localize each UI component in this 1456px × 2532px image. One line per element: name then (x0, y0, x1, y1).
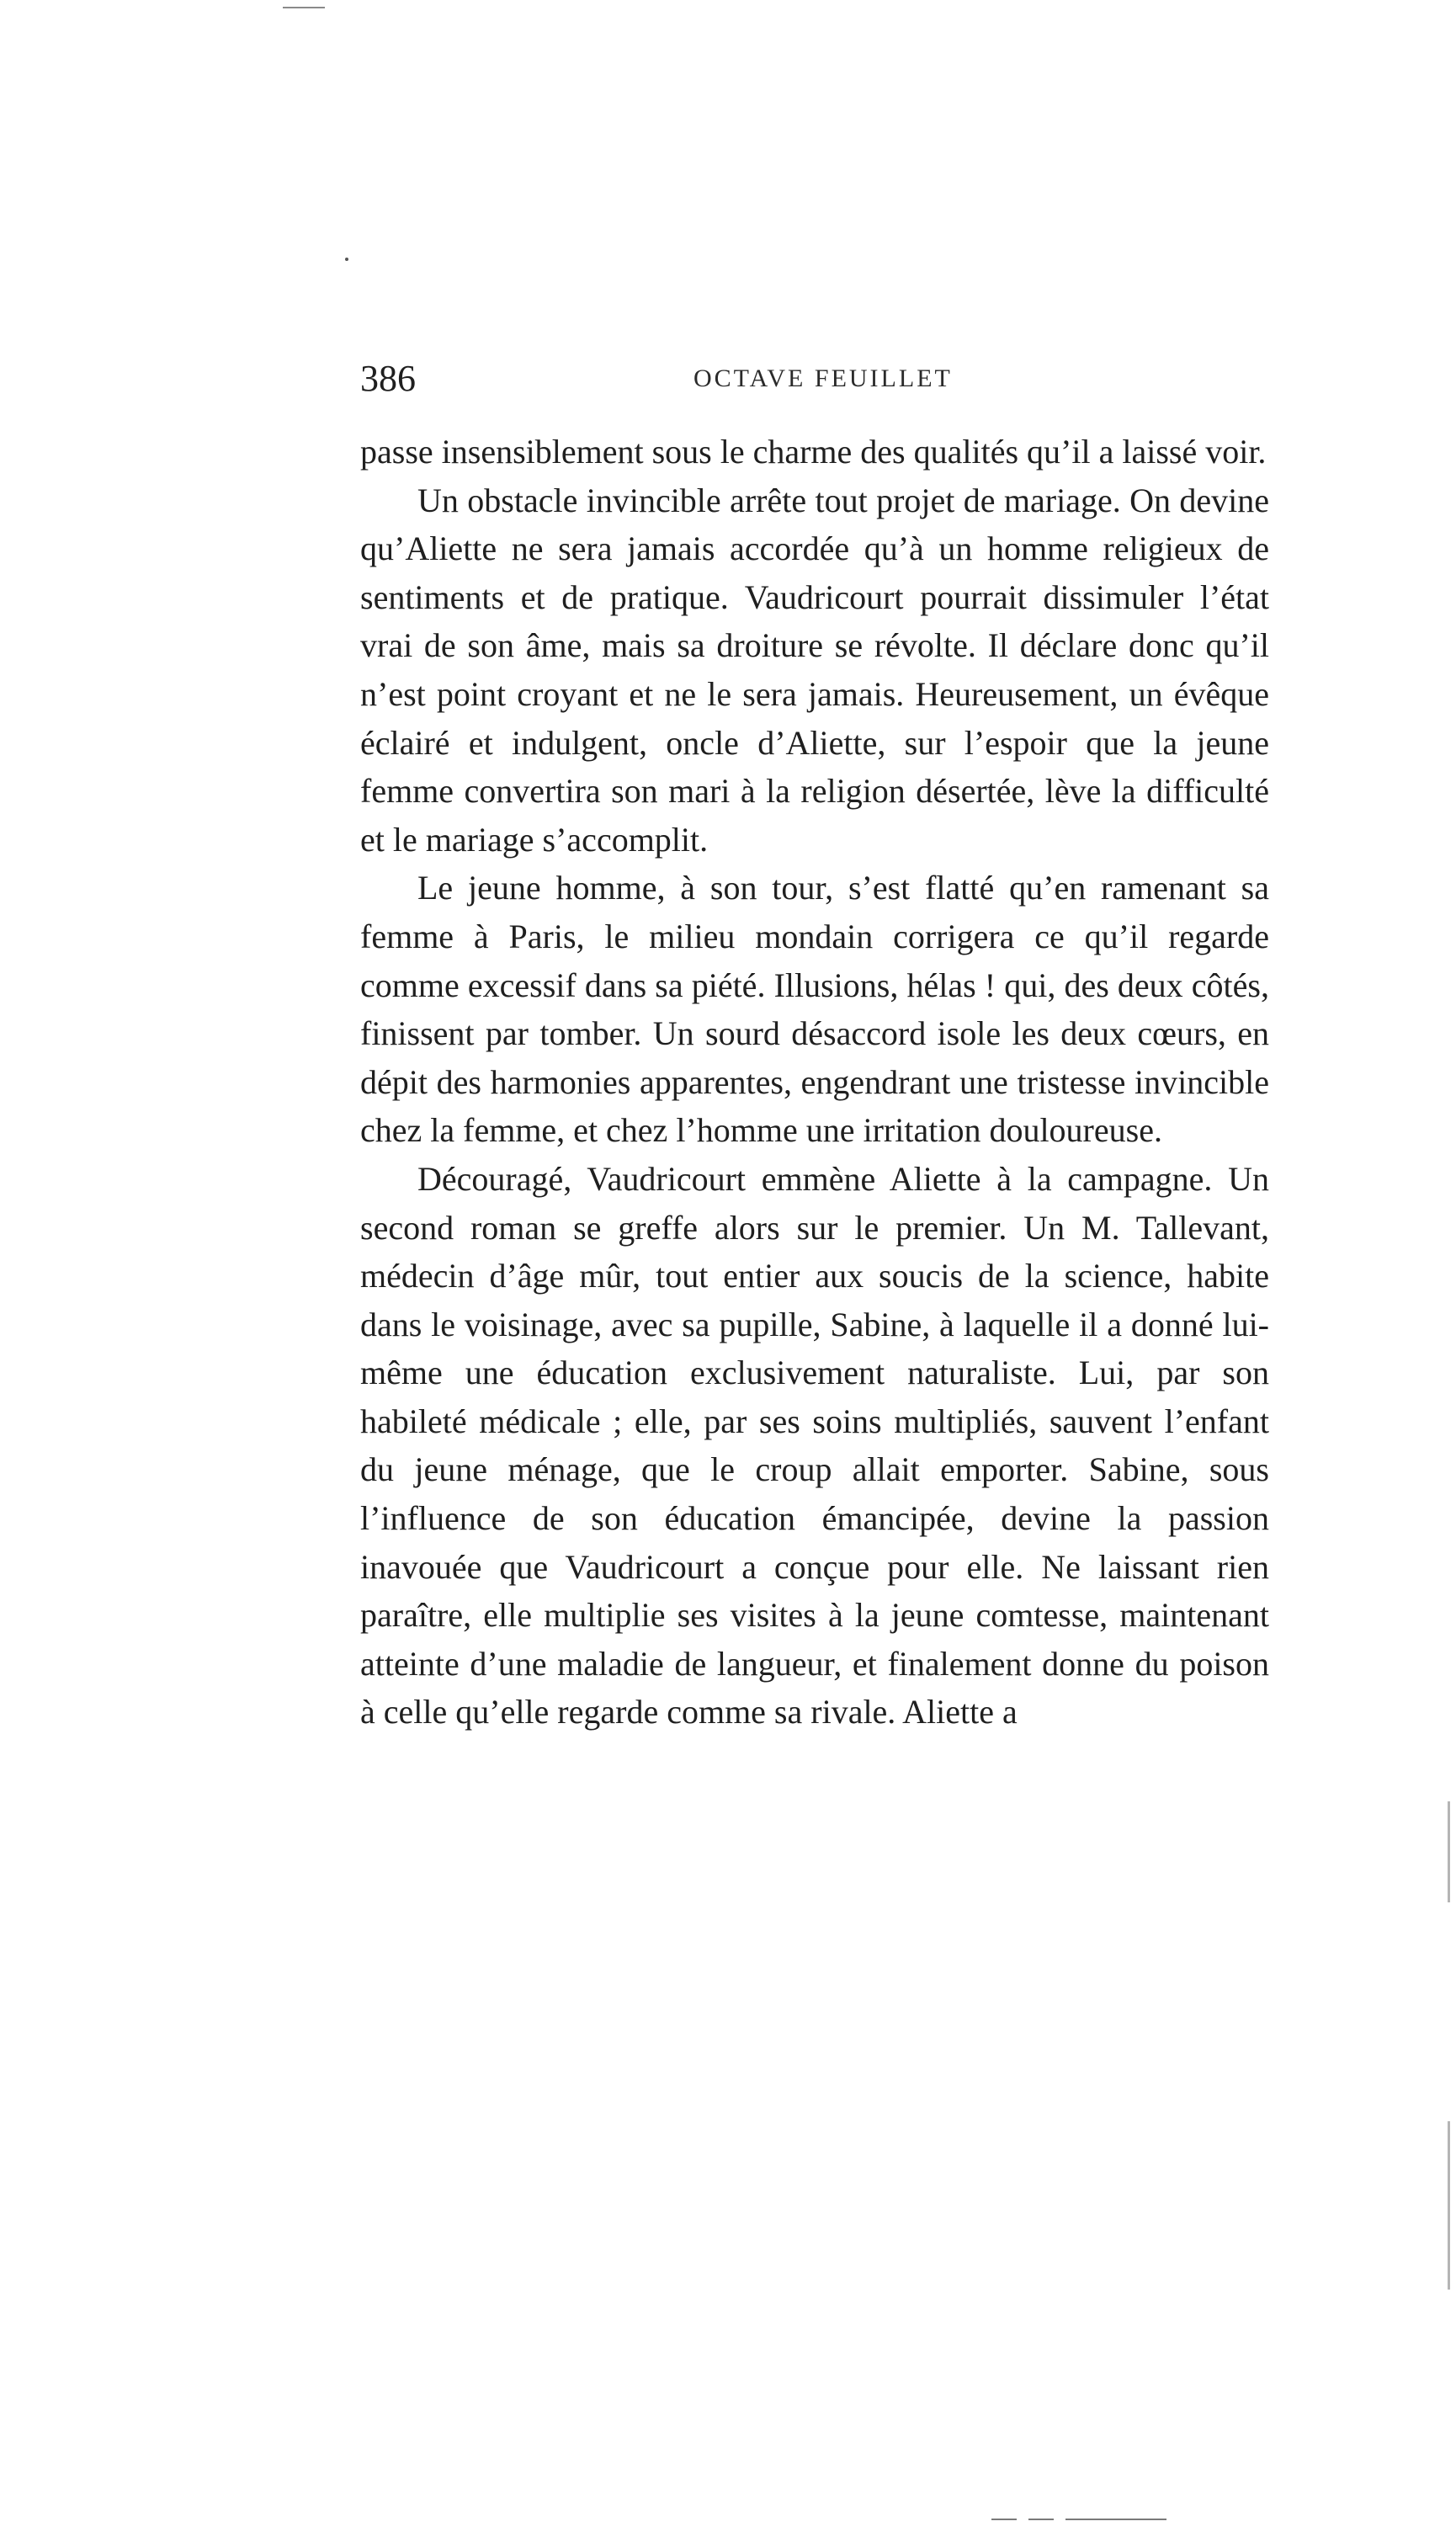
scan-edge-mark (991, 2519, 1017, 2520)
page-number: 386 (360, 358, 416, 399)
scan-edge-mark (283, 7, 325, 8)
scan-edge-mark (1065, 2519, 1166, 2520)
paragraph-obstacle: Un obstacle invincible arrête tout projet de mariage. On devine qu’Aliette ne sera jamais accordée qu’à un homme religieux de sentiments et de pratique. Vaudricourt pourrait dissimuler l’état vrai de son âme, mais sa droiture se révolte. Il déclare donc qu’il n’est point croyant et ne le sera jamais. Heureusement, un évêque éclairé et indulgent, oncle d’Aliette, sur l’espoir que la jeune femme convertira son mari à la religion désertée, lève la difficulté et le mariage s’accomplit. (360, 481, 1269, 859)
paragraph-campagne: Découragé, Vaudricourt emmène Aliette à la campagne. Un second roman se greffe alors sur le premier. Un M. Tallevant, médecin d’âge mûr, tout entier aux soucis de la science, habite dans le voisinage, avec sa pupille, Sabine, à laquelle il a donné lui-même une éducation exclusivement naturaliste. Lui, par son habileté médicale ; elle, par ses soins multipliés, sauvent l’enfant du jeune ménage, que le croup allait emporter. Sabine, sous l’influence de son éducation émancipée, devine la passion inavouée que Vaudricourt a conçue pour elle. Ne laissant rien paraître, elle multiplie ses visites à la jeune comtesse, maintenant atteinte d’une maladie de langueur, et finalement donne du poison à celle qu’elle regarde comme sa rivale. Aliette a (360, 1159, 1269, 1731)
paragraph-paris: Le jeune homme, à son tour, s’est flatté qu’en ramenant sa femme à Paris, le milieu mondain corrigera ce qu’il regarde comme excessif dans sa piété. Illusions, hélas ! qui, des deux côtés, finissent par tomber. Un sourd désaccord isole les deux cœurs, en dépit des harmonies apparentes, engendrant une tristesse invincible chez la femme, et chez l’homme une irritation douloureuse. (360, 869, 1269, 1150)
paragraph-continuation: passe insensiblement sous le charme des qualités qu’il a laissé voir. (360, 433, 1267, 471)
page-header (360, 354, 1269, 404)
running-title: OCTAVE FEUILLET (693, 364, 953, 392)
scan-edge-line (1448, 1801, 1450, 1902)
scan-edge-mark (1028, 2519, 1054, 2520)
body-text (360, 428, 1269, 1737)
ink-speck (345, 258, 348, 261)
scan-edge-line (1448, 2121, 1450, 2290)
